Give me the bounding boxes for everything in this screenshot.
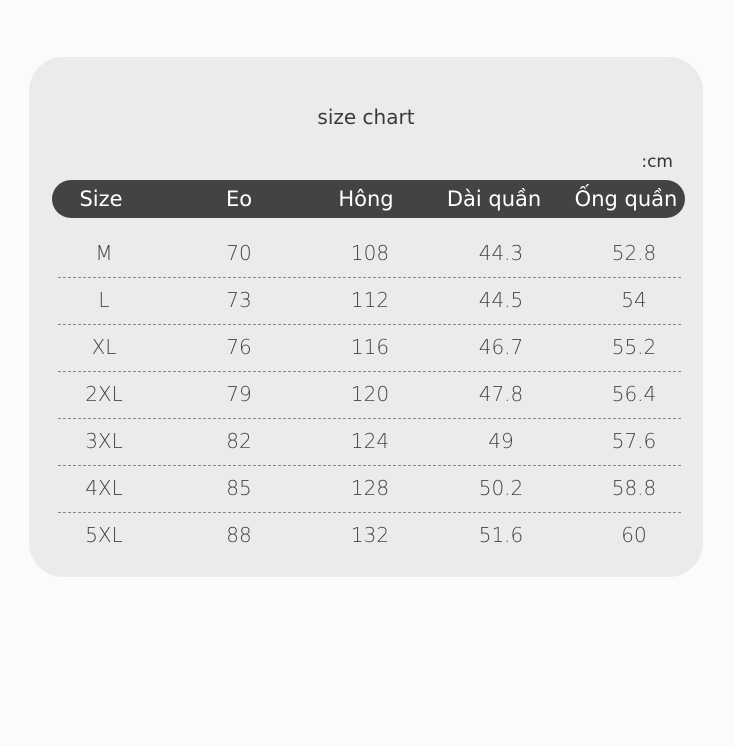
cell-length: 44.3 <box>478 241 524 265</box>
header-hip: Hông <box>338 187 394 211</box>
cell-size: M <box>95 241 113 265</box>
cell-waist: 85 <box>226 476 252 500</box>
cell-waist: 79 <box>226 382 252 406</box>
header-length: Dài quần <box>446 187 542 211</box>
size-chart-card <box>29 57 703 577</box>
cell-waist: 73 <box>226 288 252 312</box>
table-row <box>58 277 681 325</box>
cell-size: L <box>98 288 110 312</box>
cell-waist: 70 <box>226 241 252 265</box>
table-row <box>58 230 681 278</box>
cell-length: 49 <box>488 429 514 453</box>
table-row <box>58 324 681 372</box>
cell-hip: 132 <box>350 523 390 547</box>
unit-label: :cm <box>641 152 673 172</box>
table-row <box>58 465 681 513</box>
chart-title: size chart <box>317 105 415 129</box>
cell-leg-opening: 54 <box>621 288 647 312</box>
cell-hip: 128 <box>350 476 390 500</box>
cell-leg-opening: 60 <box>621 523 647 547</box>
cell-hip: 116 <box>350 335 390 359</box>
table-row <box>58 371 681 419</box>
cell-length: 44.5 <box>478 288 524 312</box>
cell-length: 46.7 <box>478 335 524 359</box>
cell-length: 50.2 <box>478 476 524 500</box>
cell-size: 2XL <box>85 382 123 406</box>
cell-hip: 120 <box>350 382 390 406</box>
cell-length: 47.8 <box>478 382 524 406</box>
table-row <box>58 418 681 466</box>
cell-leg-opening: 57.6 <box>611 429 657 453</box>
cell-waist: 88 <box>226 523 252 547</box>
header-leg-opening: Ống quần <box>574 187 678 211</box>
table-header <box>52 180 685 218</box>
cell-leg-opening: 52.8 <box>611 241 657 265</box>
cell-size: 3XL <box>85 429 123 453</box>
cell-hip: 108 <box>350 241 390 265</box>
cell-hip: 112 <box>350 288 390 312</box>
cell-length: 51.6 <box>478 523 524 547</box>
cell-hip: 124 <box>350 429 390 453</box>
cell-leg-opening: 58.8 <box>611 476 657 500</box>
cell-leg-opening: 56.4 <box>611 382 657 406</box>
cell-size: 5XL <box>85 523 123 547</box>
cell-size: 4XL <box>85 476 123 500</box>
header-waist: Eo <box>225 187 253 211</box>
cell-waist: 82 <box>226 429 252 453</box>
cell-waist: 76 <box>226 335 252 359</box>
cell-leg-opening: 55.2 <box>611 335 657 359</box>
cell-size: XL <box>91 335 117 359</box>
table-row <box>58 512 681 559</box>
header-size: Size <box>79 187 123 211</box>
